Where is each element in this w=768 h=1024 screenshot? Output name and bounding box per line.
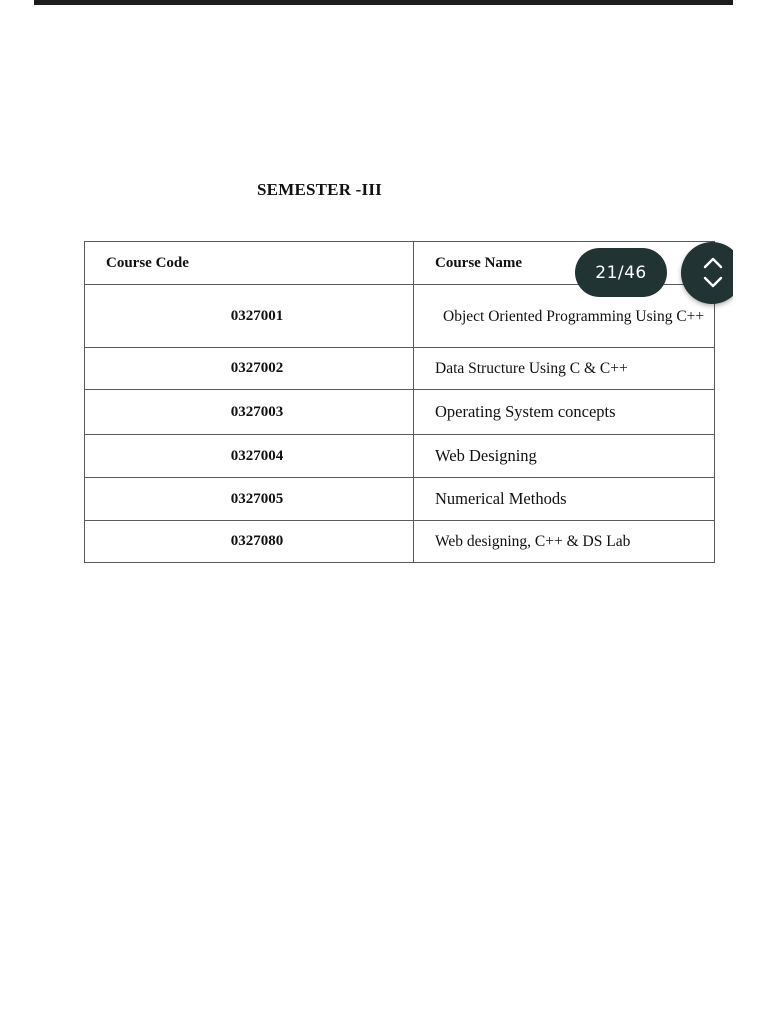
chevron-down-icon[interactable] xyxy=(703,276,723,288)
course-code-cell: 0327001 xyxy=(85,285,414,348)
course-name-cell: Operating System concepts xyxy=(414,390,715,435)
course-name-cell: Web designing, C++ & DS Lab xyxy=(414,521,715,563)
course-name-cell: Web Designing xyxy=(414,435,715,478)
header-course-name: Course Name xyxy=(414,242,715,285)
course-code-cell: 0327080 xyxy=(85,521,414,563)
course-name-cell: Object Oriented Programming Using C++ xyxy=(414,285,715,348)
page-title: SEMESTER -III xyxy=(257,180,382,199)
page-scroll-button[interactable] xyxy=(681,242,733,304)
course-code-cell: 0327005 xyxy=(85,478,414,521)
page-indicator-badge: 21/46 xyxy=(575,248,667,297)
chevron-up-icon[interactable] xyxy=(703,257,723,269)
course-name-cell: Numerical Methods xyxy=(414,478,715,521)
course-code-cell: 0327002 xyxy=(85,348,414,390)
course-name-cell: Data Structure Using C & C++ xyxy=(414,348,715,390)
course-code-cell: 0327003 xyxy=(85,390,414,435)
header-course-code: Course Code xyxy=(85,242,414,285)
course-code-cell: 0327004 xyxy=(85,435,414,478)
